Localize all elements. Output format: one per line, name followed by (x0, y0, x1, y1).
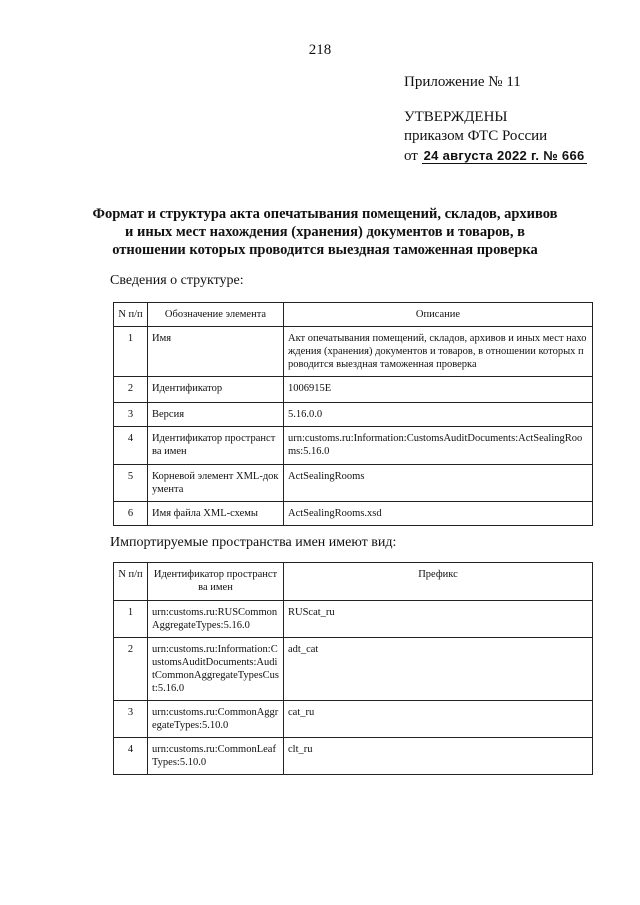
namespace-id: urn:customs.ru:Information:CustomsAuditDocuments:AuditCommonAggregateTypesCust:5.16.0 (148, 638, 284, 701)
row-number: 5 (114, 465, 148, 502)
structure-header-row (114, 303, 593, 327)
structure-label: Сведения о структуре: (110, 273, 244, 288)
approved-order: приказом ФТС России (404, 128, 548, 144)
row-number: 4 (114, 427, 148, 465)
namespace-prefix: RUScat_ru (284, 601, 593, 638)
table-row (114, 377, 593, 403)
namespaces-label: Импортируемые пространства имен имеют вид: (110, 535, 397, 550)
element-description: 5.16.0.0 (284, 403, 593, 427)
header-cell: Идентификатор пространства имен (148, 563, 284, 601)
row-number: 3 (114, 701, 148, 738)
document-title: Формат и структура акта опечатывания помещений, складов, архивов и иных мест нахождения (хранения) документов и товаров, в отношении которых проводится выездная таможенная проверка (92, 206, 558, 258)
namespace-prefix: clt_ru (284, 738, 593, 775)
header-cell: N п/п (114, 563, 148, 601)
approved-date-line (404, 146, 587, 166)
table-row (114, 738, 593, 775)
header-cell: Префикс (284, 563, 593, 601)
approval-block (404, 108, 587, 166)
namespaces-table (113, 562, 593, 775)
table-row (114, 427, 593, 465)
namespace-id: urn:customs.ru:CommonAggregateTypes:5.10.0 (148, 701, 284, 738)
element-name: Имя (148, 327, 284, 377)
namespaces-header-row (114, 563, 593, 601)
element-name: Корневой элемент XML-документа (148, 465, 284, 502)
approved-date-number: 24 августа 2022 г. № 666 (423, 148, 585, 163)
table-row (114, 403, 593, 427)
namespace-prefix: cat_ru (284, 701, 593, 738)
appendix-label: Приложение № 11 (404, 74, 521, 90)
namespace-id: urn:customs.ru:CommonLeafTypes:5.10.0 (148, 738, 284, 775)
element-name: Версия (148, 403, 284, 427)
table-row (114, 327, 593, 377)
row-number: 2 (114, 377, 148, 403)
approved-heading: УТВЕРЖДЕНЫ (404, 109, 508, 125)
header-cell: N п/п (114, 303, 148, 327)
element-description: 1006915E (284, 377, 593, 403)
element-description: Акт опечатывания помещений, складов, архивов и иных мест нахождения (хранения) документов и товаров, в отношении которых проводится выездная таможенная проверка (284, 327, 593, 377)
row-number: 3 (114, 403, 148, 427)
namespace-prefix: adt_cat (284, 638, 593, 701)
row-number: 2 (114, 638, 148, 701)
approved-date-prefix: от (404, 148, 418, 164)
element-description: ActSealingRooms (284, 465, 593, 502)
table-row (114, 638, 593, 701)
element-description: urn:customs.ru:Information:CustomsAuditDocuments:ActSealingRooms:5.16.0 (284, 427, 593, 465)
table-row (114, 502, 593, 526)
row-number: 1 (114, 601, 148, 638)
element-name: Идентификатор (148, 377, 284, 403)
structure-table (113, 302, 593, 526)
table-row (114, 601, 593, 638)
page-number: 218 (308, 42, 332, 58)
element-name: Идентификатор пространства имен (148, 427, 284, 465)
element-description: ActSealingRooms.xsd (284, 502, 593, 526)
table-row (114, 701, 593, 738)
row-number: 1 (114, 327, 148, 377)
row-number: 6 (114, 502, 148, 526)
element-name: Имя файла XML-схемы (148, 502, 284, 526)
header-cell: Описание (284, 303, 593, 327)
namespace-id: urn:customs.ru:RUSCommonAggregateTypes:5.16.0 (148, 601, 284, 638)
table-row (114, 465, 593, 502)
row-number: 4 (114, 738, 148, 775)
header-cell: Обозначение элемента (148, 303, 284, 327)
